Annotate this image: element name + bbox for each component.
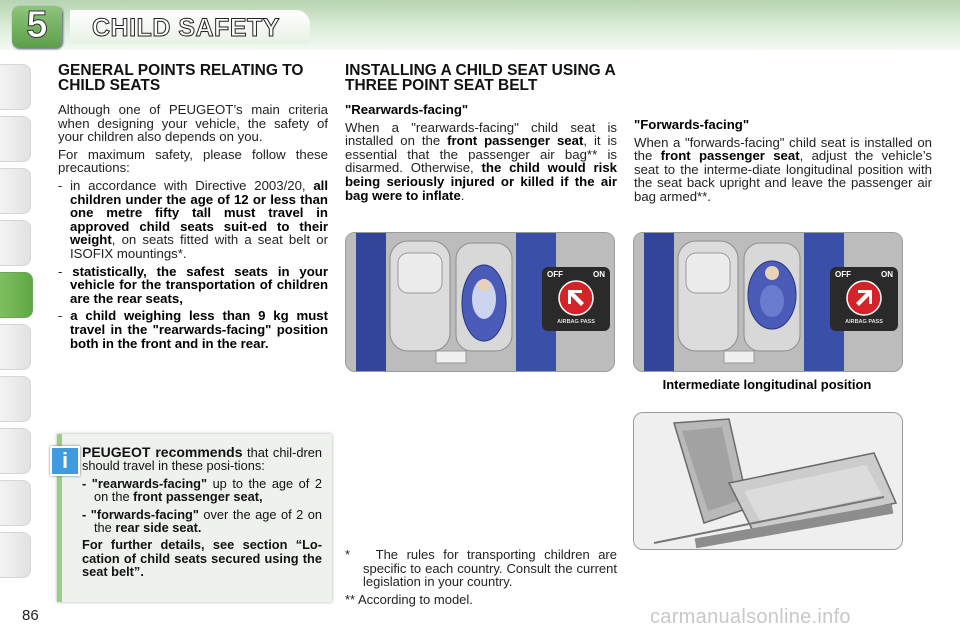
side-tab[interactable] <box>0 168 31 214</box>
switch-caption: AIRBAG PASS <box>845 319 883 325</box>
bullet-9kg: - a child weighing less than 9 kg must travel in the "rearwards-facing" position both in the front and in the rear. <box>58 308 328 351</box>
seat-illustration <box>634 413 902 549</box>
recommendation-text: PEUGEOT recommends that chil-dren should travel in these posi-tions: - "rearwards-facing" up to the age of 2 on the front passenger seat, - "forwards-facing" over the age of 2 on the rear side seat. For further details, see section “Lo-cation of child seats secured using the seat belt”. <box>82 444 323 580</box>
side-tab[interactable] <box>0 376 31 422</box>
side-tab[interactable] <box>0 324 31 370</box>
airbag-switch-panel <box>830 267 898 331</box>
page-title: CHILD SAFETY <box>92 14 280 42</box>
side-tab-active[interactable] <box>0 272 33 318</box>
side-tab[interactable] <box>0 116 31 162</box>
airbag-switch-panel <box>542 267 610 331</box>
side-tab[interactable] <box>0 480 31 526</box>
section-heading-general: GENERAL POINTS RELATING TO CHILD SEATS <box>58 62 304 94</box>
watermark: carmanualsonline.info <box>650 606 851 628</box>
side-tab[interactable] <box>0 220 31 266</box>
footnote-1: * The rules for transporting children are specific to each country. Consult the current legislation in your country. <box>345 547 617 589</box>
figure-caption: Intermediate longitudinal position <box>662 377 872 392</box>
right-column <box>634 118 932 208</box>
switch-caption: AIRBAG PASS <box>557 319 595 325</box>
chapter-number: 5 <box>26 4 48 46</box>
arrow-off-icon <box>558 280 594 316</box>
rearwards-facing-figure <box>345 232 615 372</box>
side-tab[interactable] <box>0 64 31 110</box>
section-heading-installing: INSTALLING A CHILD SEAT USING A THREE POINT SEAT BELT <box>345 62 616 94</box>
switch-off-label: OFF <box>547 270 563 279</box>
seat-position-figure <box>633 412 903 550</box>
info-icon: i <box>50 446 80 476</box>
arrow-on-icon <box>846 280 882 316</box>
switch-on-label: ON <box>881 270 893 279</box>
footnote-2: ** According to model. <box>345 591 473 607</box>
page-number: 86 <box>22 607 39 624</box>
footnotes <box>345 548 617 606</box>
bullet-directive: - in accordance with Directive 2003/20, all children under the age of 12 or less than one metre fifty tall must travel in approved child seats suit-ed to their weight, on seats fitted with a seat belt or ISOFIX mountings*. <box>58 177 328 261</box>
paragraph-forwards: When a "forwards-facing" child seat is installed on the front passenger seat, adjust the vehicle’s seat to the interme-diate longitudinal position with the seat back upright and leave the passenger air bag armed**. <box>634 134 933 204</box>
bullet-rear-seats: - statistically, the safest seats in your vehicle for the transportation of children are the rear seats, <box>58 263 328 306</box>
side-tab[interactable] <box>0 428 31 474</box>
forwards-facing-figure <box>633 232 903 372</box>
paragraph: Although one of PEUGEOT’s main criteria when designing your vehicle, the safety of your children also depends on you. <box>58 102 328 145</box>
switch-off-label: OFF <box>835 270 851 279</box>
switch-on-label: ON <box>593 270 605 279</box>
left-column <box>58 63 328 354</box>
side-tab[interactable] <box>0 532 31 578</box>
subheading-rearwards: "Rearwards-facing" <box>345 102 469 117</box>
paragraph-rearwards: When a "rearwards-facing" child seat is installed on the front passenger seat, it is essential that the passenger air bag** is disarmed. Otherwise, the child would risk being seriously injured or killed if the air bag were to inflate. <box>345 119 617 203</box>
middle-column <box>345 63 617 206</box>
paragraph: For maximum safety, please follow these precautions: <box>58 146 328 176</box>
subheading-forwards: "Forwards-facing" <box>634 117 750 132</box>
